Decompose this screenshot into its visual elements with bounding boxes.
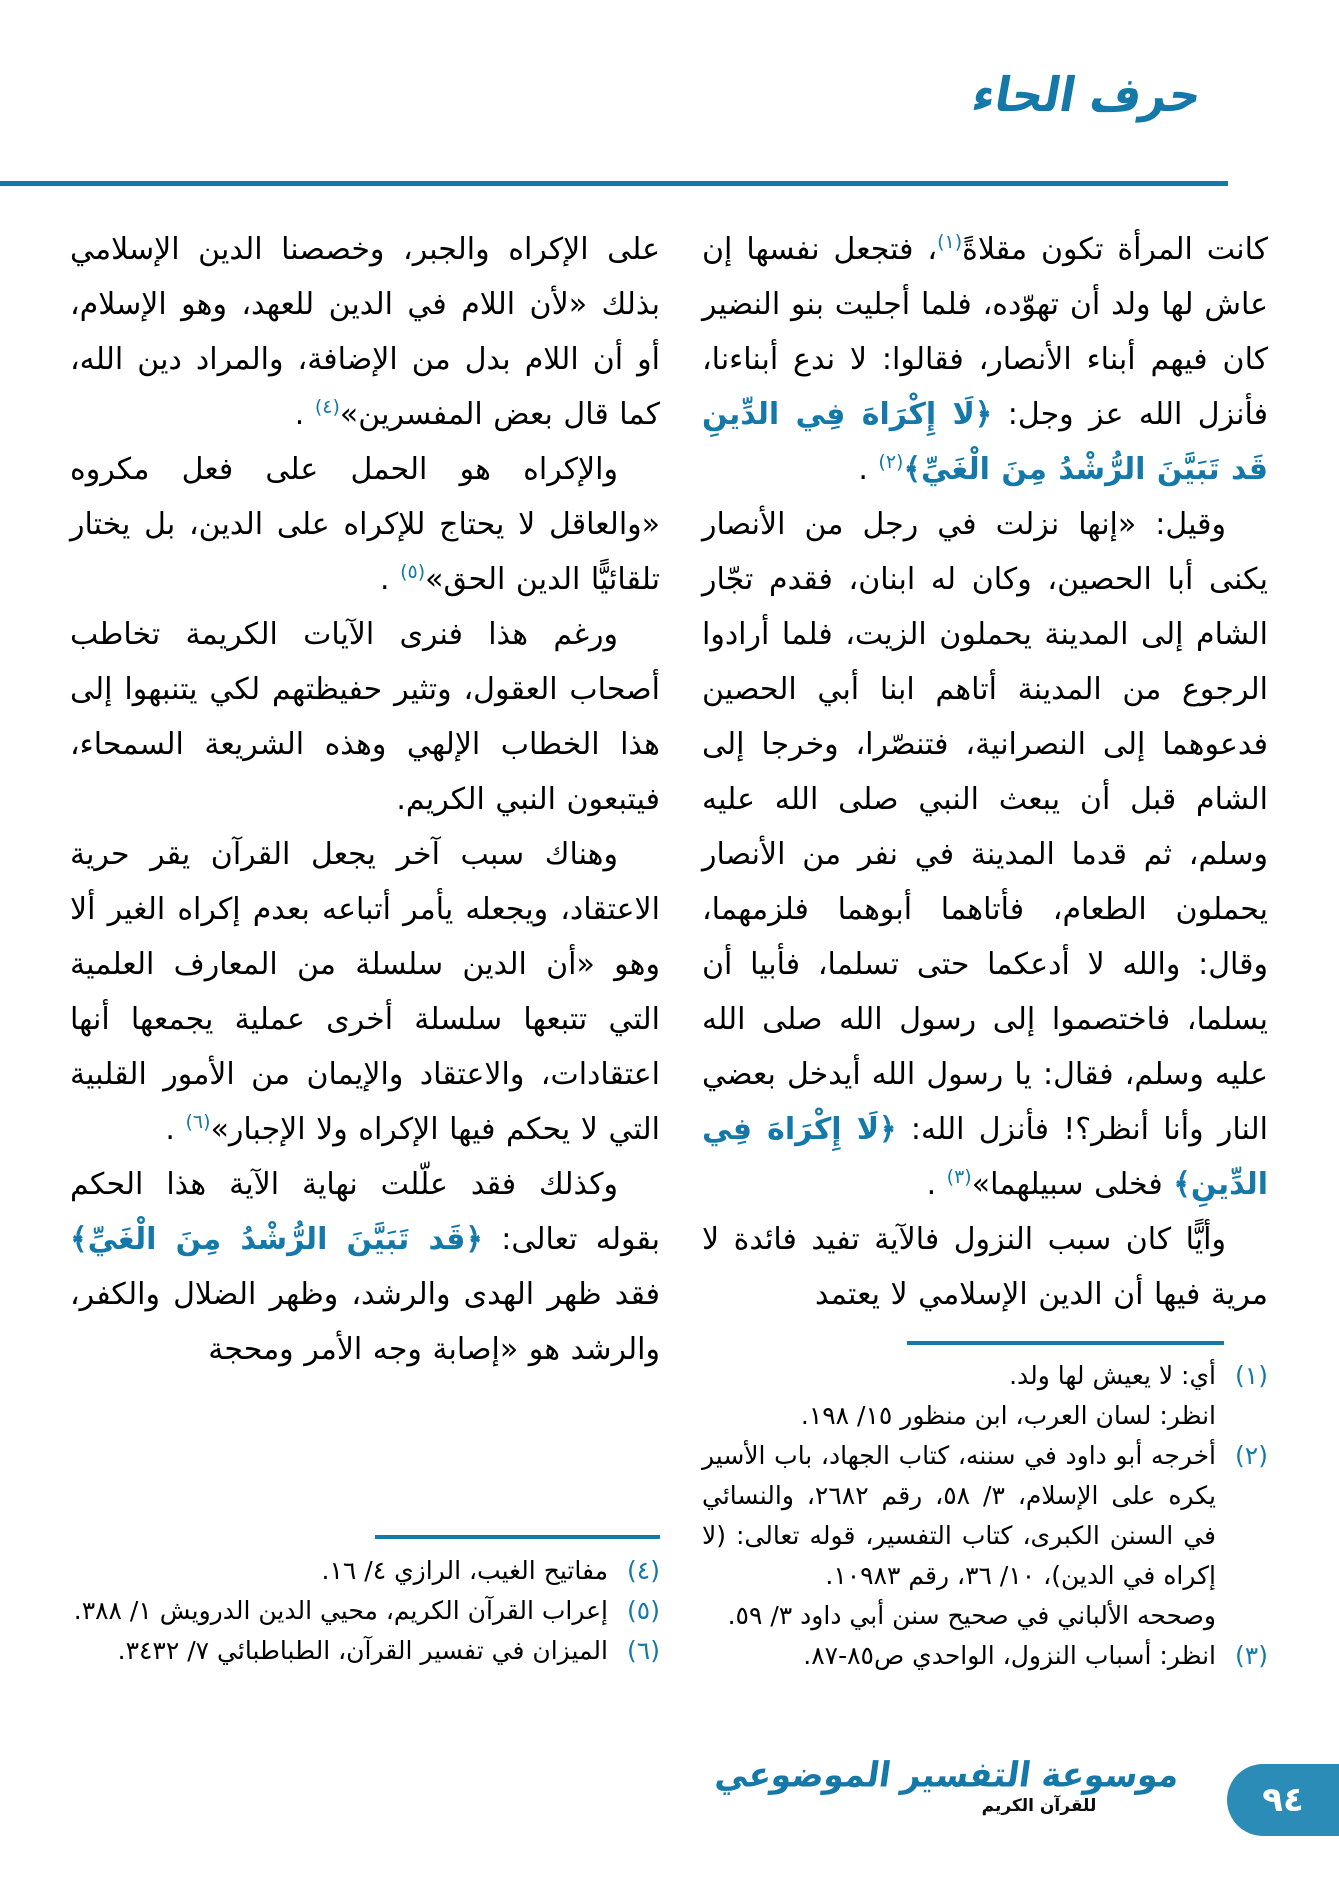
footnote-text [702, 1636, 1216, 1676]
text-run: ، فتجعل نفسها إن عاش لها ولد أن تهوّده، فلما أجليت بنو النضير كان فيهم أبناء الأنصار، فقالوا: لا ندع أبناءنا، فأنزل الله عز وجل: [702, 232, 1268, 432]
footnote-number: (٢) [1235, 1441, 1268, 1470]
paragraph [70, 222, 660, 442]
text-run: وقيل: «إنها نزلت في رجل من الأنصار يكنى أبا الحصين، وكان له ابنان، فقدم تجّار الشام إلى المدينة يحملون الزيت، فلما أرادوا الرجوع من المدينة أتاهم ابنا أبي الحصين فدعوهما إلى النصرانية، فتنصّرا، وخرجا إلى الشام قبل أن يبعث النبي صلى الله عليه وسلم، ثم قدما المدينة في نفر من الأنصار يحملون الطعام، فأتاهما أبوهما فلزمهما، وقال: والله لا أدعكما حتى تسلما، فأبيا أن يسلما، فاختصموا إلى رسول الله صلى الله عليه وسلم، فقال: يا رسول الله أيدخل بعضي النار وأنا أنظر؟! فأنزل الله: [702, 507, 1268, 1147]
text-run: وأيًّا كان سبب النزول فالآية تفيد فائدة لا مرية فيها أن الدين الإسلامي لا يعتمد [702, 1222, 1268, 1312]
footnote [702, 1356, 1268, 1436]
header-rule [0, 181, 1228, 186]
footnote-number: (٣) [1235, 1641, 1268, 1670]
text-run: وهناك سبب آخر يجعل القرآن يقر حرية الاعتقاد، ويجعله يأمر أتباعه بعدم إكراه الغير ألا وهو «أن الدين سلسلة من المعارف العلمية التي تتبعها سلسلة أخرى عملية يجمعها أنها اعتقادات، والاعتقاد والإيمان من الأمور القلبية التي لا يحكم فيها الإكراه ولا الإجبار» [70, 837, 660, 1147]
text-run: . [926, 1167, 947, 1202]
text-run: كانت المرأة تكون مقلاةً [962, 232, 1268, 267]
footnote-text [702, 1356, 1216, 1436]
footnote-line: أي: لا يعيش لها ولد. [1009, 1361, 1216, 1390]
footnote-ref: (٤) [314, 396, 340, 418]
page-number-badge [1227, 1764, 1339, 1836]
footnote [70, 1551, 660, 1591]
text-run: وكذلك فقد علّلت نهاية الآية هذا الحكم بقوله تعالى: [70, 1167, 660, 1257]
footnote-line: انظر: لسان العرب، ابن منظور ١٥/ ١٩٨. [800, 1401, 1216, 1430]
footnote-number: (٥) [627, 1596, 660, 1625]
footnote-number: (١) [1235, 1361, 1268, 1390]
footnote-line: مفاتيح الغيب، الرازي ٤/ ١٦. [321, 1556, 608, 1585]
chapter-header-title: حرف الحاء [968, 67, 1206, 124]
text-run: . [165, 1112, 186, 1147]
footnote-text [70, 1631, 608, 1671]
quran-verse: ﴿لَا إِكْرَاهَ فِي الدِّينِ﴾ [702, 1112, 1268, 1202]
text-run: فقد ظهر الهدى والرشد، وظهر الضلال والكفر، والرشد هو «إصابة وجه الأمر ومحجة [70, 1277, 660, 1367]
paragraph [70, 1157, 660, 1377]
quran-verse: ﴿لَا إِكْرَاهَ فِي الدِّينِ قَد تَبَيَّنَ الرُّشْدُ مِنَ الْغَيِّ﴾ [702, 397, 1268, 487]
paragraph [70, 607, 660, 827]
footnote-text [70, 1591, 608, 1631]
right-text-column [702, 222, 1268, 1322]
footnotes-left-column [70, 1551, 660, 1671]
paragraph [702, 497, 1268, 1212]
footnote-separator-left [375, 1535, 660, 1539]
left-text-column [70, 222, 660, 1377]
paragraph [70, 827, 660, 1157]
text-run: . [858, 452, 879, 487]
page-number: ٩٤ [1262, 1780, 1304, 1820]
text-run: فخلى سبيلهما» [971, 1167, 1174, 1202]
footnote-line: انظر: أسباب النزول، الواحدي ص٨٥-٨٧. [803, 1641, 1216, 1670]
footnote-ref: (٢) [878, 451, 904, 473]
publisher-logo-subtitle: للقرآن الكريم [981, 1796, 1097, 1817]
footnote-line: أخرجه أبو داود في سننه، كتاب الجهاد، باب الأسير يكره على الإسلام، ٣/ ٥٨، رقم ٢٦٨٢، والنسائي في السنن الكبرى، كتاب التفسير، قوله تعالى: (لا إكراه في الدين)، ١٠/ ٣٦، رقم ١٠٩٨٣. [702, 1441, 1216, 1590]
text-run: ورغم هذا فنرى الآيات الكريمة تخاطب أصحاب العقول، وتثير حفيظتهم لكي يتنبهوا إلى هذا الخطاب الإلهي وهذه الشريعة السمحاء، فيتبعون النبي الكريم. [70, 617, 660, 817]
footnote [70, 1631, 660, 1671]
text-run: . [380, 562, 401, 597]
footnote-number: (٦) [627, 1636, 660, 1665]
footnote-separator-right [907, 1341, 1224, 1345]
footnote-ref: (٦) [185, 1111, 211, 1133]
footnote-ref: (٥) [400, 561, 426, 583]
footnote-line: إعراب القرآن الكريم، محيي الدين الدرويش ١/ ٣٨٨. [73, 1596, 608, 1625]
footnote-ref: (٣) [946, 1166, 972, 1188]
footnote-number: (٤) [627, 1556, 660, 1585]
paragraph [70, 442, 660, 607]
quran-verse: ﴿قَد تَبَيَّنَ الرُّشْدُ مِنَ الْغَيِّ﴾ [70, 1222, 484, 1257]
text-run: . [294, 397, 315, 432]
paragraph [702, 222, 1268, 497]
footnote-line: وصححه الألباني في صحيح سنن أبي داود ٣/ ٥٩. [727, 1601, 1216, 1630]
paragraph [702, 1212, 1268, 1322]
footnote-line: الميزان في تفسير القرآن، الطباطبائي ٧/ ٣٤٣٢. [117, 1636, 608, 1665]
footnote-text [702, 1436, 1216, 1636]
footnote [702, 1636, 1268, 1676]
footnote-ref: (١) [937, 231, 963, 253]
publisher-logo [712, 1754, 1182, 1817]
footnote [70, 1591, 660, 1631]
text-run: على الإكراه والجبر، وخصصنا الدين الإسلامي بذلك «لأن اللام في الدين للعهد، وهو الإسلام، أو أن اللام بدل من الإضافة، والمراد دين الله، كما قال بعض المفسرين» [70, 232, 660, 432]
footnotes-right-column [702, 1356, 1268, 1676]
footnote [702, 1436, 1268, 1636]
text-run: والإكراه هو الحمل على فعل مكروه «والعاقل لا يحتاج للإكراه على الدين، بل يختار تلقائيًّا الدين الحق» [70, 452, 660, 597]
publisher-logo-title: موسوعة التفسير الموضوعي [712, 1754, 1182, 1795]
footnote-text [70, 1551, 608, 1591]
